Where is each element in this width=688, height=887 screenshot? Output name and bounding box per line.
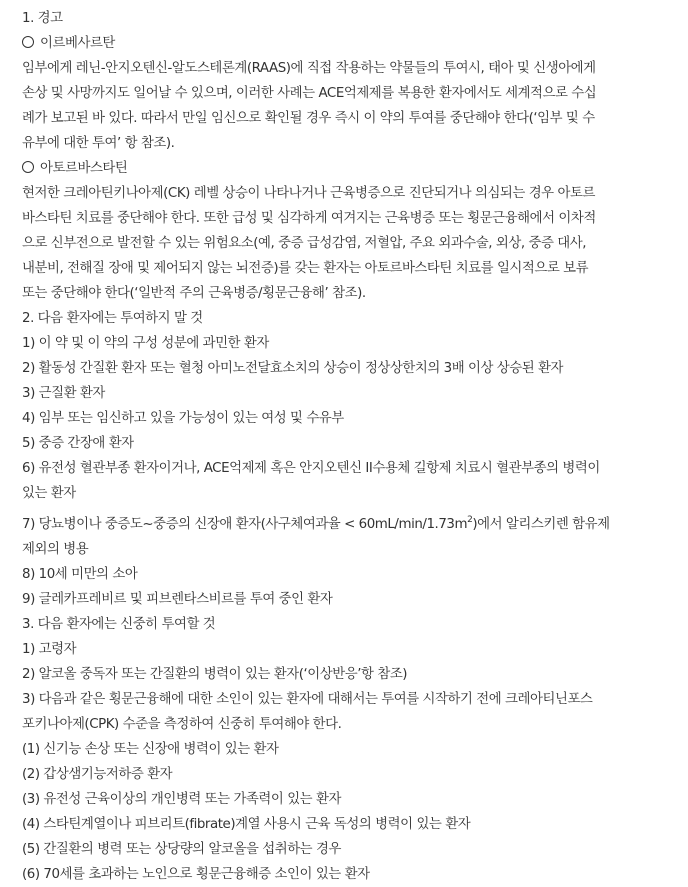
list-item-continuation: 있는 환자 [22,486,76,501]
paragraph-line: 유부에 대한 투여’ 항 참조). [22,136,175,151]
list-item-continuation: 포키나아제(CPK) 수준을 측정하여 신중히 투여해야 한다. [22,717,342,732]
list-item: 8) 10세 미만의 소아 [22,567,138,582]
list-item-text: 7) 당뇨병이나 중증도~중증의 신장애 환자(사구체여과율 < 60mL/min/1.73m [22,517,468,532]
sub-list-item: (5) 간질환의 병력 또는 상당량의 알코올을 섭취하는 경우 [22,842,341,857]
list-item: 1) 이 약 및 이 약의 구성 성분에 과민한 환자 [22,336,269,351]
list-item-continuation: 제외의 병용 [22,542,89,557]
list-item: 4) 임부 또는 임신하고 있을 가능성이 있는 여성 및 수유부 [22,411,344,426]
subheading-label: 아토르바스타틴 [40,161,128,176]
sub-list-item: (4) 스타틴계열이나 피브리트(fibrate)계열 사용시 근육 독성의 병력이 있는 환자 [22,817,471,832]
list-item: 9) 글레카프레비르 및 피브렌타스비르를 투여 중인 환자 [22,592,333,607]
subheading-label: 이르베사르탄 [40,36,115,51]
circle-bullet-icon [22,161,34,173]
heading-contraindications: 2. 다음 환자에는 투여하지 말 것 [22,311,203,326]
paragraph-line: 바스타틴 치료를 중단해야 한다. 또한 급성 및 심각하게 여겨지는 근육병증 또는 횡문근융해에서 이차적 [22,211,596,226]
paragraph-line: 손상 및 사망까지도 일어날 수 있으며, 이러한 사례는 ACE억제제를 복용한 환자에서도 세계적으로 수십 [22,86,597,101]
paragraph-line: 례가 보고된 바 있다. 따라서 만일 임신으로 확인될 경우 즉시 이 약의 투여를 중단해야 한다(‘임부 및 수 [22,111,595,126]
sub-list-item: (6) 70세를 초과하는 노인으로 횡문근융해증 소인이 있는 환자 [22,867,370,882]
list-item: 3) 다음과 같은 횡문근융해에 대한 소인이 있는 환자에 대해서는 투여를 시작하기 전에 크레아티닌포스 [22,692,593,707]
sub-list-item: (2) 갑상샘기능저하증 환자 [22,767,173,782]
circle-bullet-icon [22,36,34,48]
list-item: 2) 알코올 중독자 또는 간질환의 병력이 있는 환자(‘이상반응’항 참조) [22,667,408,682]
list-item [22,510,680,537]
paragraph-line: 임부에게 레닌-안지오텐신-알도스테론계(RAAS)에 직접 작용하는 약물들의 투여시, 태아 및 신생아에게 [22,61,596,76]
paragraph-line: 으로 신부전으로 발전할 수 있는 위험요소(예, 중증 급성감염, 저혈압, 주요 외과수술, 외상, 중증 대사, [22,236,587,251]
sub-list-item: (3) 유전성 근육이상의 개인병력 또는 가족력이 있는 환자 [22,792,341,807]
sub-list-item: (1) 신기능 손상 또는 신장애 병력이 있는 환자 [22,742,279,757]
list-item: 2) 활동성 간질환 환자 또는 혈청 아미노전달효소치의 상승이 정상상한치의 3배 이상 상승된 환자 [22,361,564,376]
list-item-text-after: )에서 알리스키렌 함유제 [472,517,610,532]
subheading-atorvastatin [22,156,680,181]
heading-careful-administration: 3. 다음 환자에는 신중히 투여할 것 [22,617,216,632]
heading-warning: 1. 경고 [22,11,63,26]
paragraph-line: 현저한 크레아틴키나아제(CK) 레벨 상승이 나타나거나 근육병증으로 진단되거나 의심되는 경우 아토르 [22,186,595,201]
list-item: 3) 근질환 환자 [22,386,105,401]
paragraph-line: 또는 중단해야 한다(‘일반적 주의 근육병증/횡문근융해’ 참조). [22,286,366,301]
paragraph-line: 내분비, 전해질 장애 및 제어되지 않는 뇌전증)를 갖는 환자는 아토르바스타틴 치료를 일시적으로 보류 [22,261,589,276]
subheading-irbesartan [22,31,680,56]
list-item: 5) 중증 간장애 환자 [22,436,134,451]
superscript: 2 [467,515,473,525]
list-item: 1) 고령자 [22,642,77,657]
list-item: 6) 유전성 혈관부종 환자이거나, ACE억제제 혹은 안지오텐신 II수용체 길항제 치료시 혈관부종의 병력이 [22,461,600,476]
